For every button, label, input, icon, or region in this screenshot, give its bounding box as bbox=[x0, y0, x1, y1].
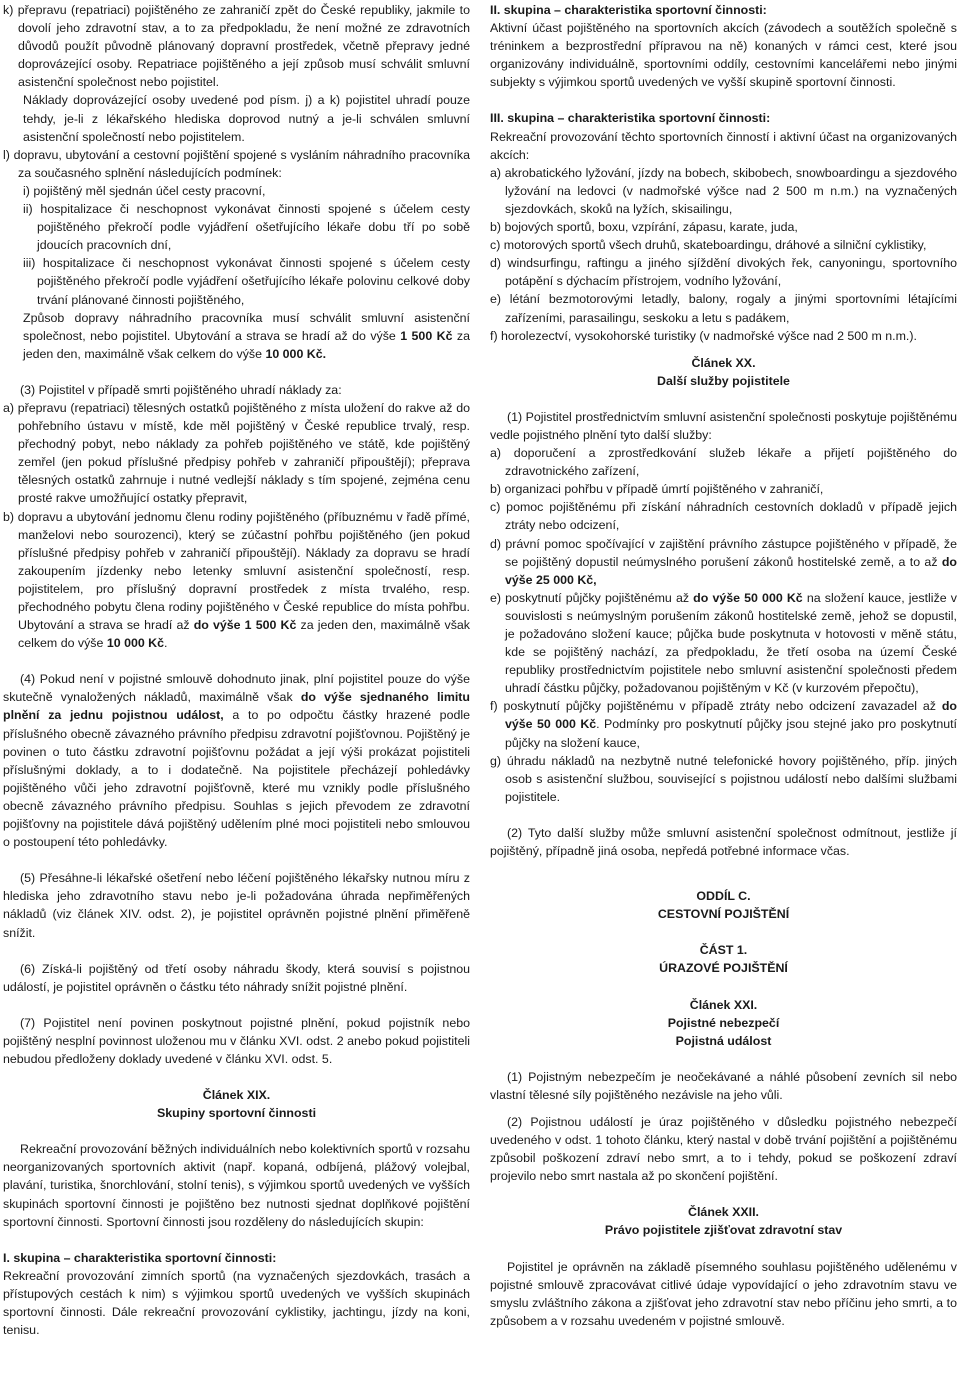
group-1-title: I. skupina – charakteristika sportovní činnosti: bbox=[3, 1250, 277, 1265]
service-c: c) pomoc pojištěnému při získání náhradních cestovních dokladů v případě jejich ztráty nebo odcizení, bbox=[490, 500, 957, 533]
article-22-title: Právo pojistitele zjišťovat zdravotní stav bbox=[604, 1223, 843, 1238]
article-20-number: Článek XX. bbox=[691, 355, 756, 370]
item-k: k) přepravu (repatriaci) pojištěného ze zahraničí zpět do České republiky, jakmile to dovolí jeho zdravotní stav, a to za předpokladu, že není možné ze zdravotních důvodů použít původně plánovaný dopravní prostředek, včetně přepravy jedné doprovázející osoby. Repatriace pojištěného a její způsob musí schválit smluvní asistenční společnost nebo pojistitel. bbox=[3, 3, 470, 90]
article-19-title: Skupiny sportovní činnosti bbox=[156, 1106, 317, 1121]
article-21-title-2: Pojistná událost bbox=[675, 1033, 772, 1048]
right-column bbox=[490, 1, 957, 1330]
article-21-paragraph-1: (1) Pojistným nebezpečím je neočekávané a náhlé působení zevních sil nebo vlastní tělesné síly pojištěného nezávisle na jeho vůli. bbox=[490, 1069, 957, 1102]
part-1-title: ÚRAZOVÉ POJIŠTĚNÍ bbox=[659, 961, 788, 976]
group-3-item-e: e) létání bezmotorovými letadly, balony, rogaly a jinými sportovními létajícími zařízeními, parasailingu, seskoku a letu s padákem, bbox=[490, 292, 957, 325]
paragraph-4: (4) Pokud není v pojistné smlouvě dohodnuto jinak, plní pojistitel pouze do výše skutečně vynaložených nákladů, maximálně však do výše sjednaného limitu plnění za jednu pojistnou událost, a to po odpočtu částky hrazené podle příslušného obecně závazného právního předpisu zdravotní pojišťovnou. Pojištěný je povinen o tuto částku zdravotní pojišťovnu požádat a její výši prokázat pojistiteli příslušnými doklady, a to i dodatečně. Na pojistitele přecházejí pohledávky pojištěného vůči jeho zdravotní pojišťovně, které mu vznikly podle příslušného obecně závazného právního předpisu. Souhlas s jejich převodem ze zdravotní pojišťovny na pojistitele dává pojištěný udělením plné moci pojistiteli nebo smlouvou o postoupení této pohledávky. bbox=[3, 672, 470, 850]
article-21-paragraph-2: (2) Pojistnou událostí je úraz pojištěného v důsledku pojistného nebezpečí uvedeného v odst. 1 tohoto článku, který nastal v době trvání pojištění a pojištěnému způsobil poškození zdraví nebo smrt, a to i tehdy, pokud se poškození zdraví projevilo nebo smrt nastala až po skončení pojištění. bbox=[490, 1114, 957, 1184]
group-3-item-f: f) horolezectví, vysokohorské turistiky (v nadmořské výšce nad 2 500 m n.m.). bbox=[490, 328, 917, 343]
service-g: g) úhradu nákladů na nezbytně nutné telefonické hovory pojištěného, příp. jiných osob s asistenční službou, související s pojistnou událostí nebo dalšími službami pojistitele. bbox=[490, 753, 957, 804]
group-2-text: Aktivní účast pojištěného na sportovních akcích (závodech a soutěžích společně s tréninkem a bezprostřední přípravou na ně) konaných v rámci cest, které jsou organizovány individuálně, sportovními oddíly, cestovními kancelářemi nebo jinými subjekty s výjimkou sportů uvedených ve vyšší skupině sportovní činnosti. bbox=[490, 21, 957, 90]
paragraph-naklady: Náklady doprovázející osoby uvedené pod písm. j) a k) pojistitel uhradí pouze tehdy, je-li z lékařského hlediska doprovod nutný a je-li schválen smluvní asistenční společností nebo pojistitelem. bbox=[23, 93, 470, 144]
group-1-text: Rekreační provozování zimních sportů (na vyznačených sjezdovkách, trasách a přístupových cestách k nim) s výjimkou sportů uvedených ve vyšších skupinách sportovní činnosti. Dále rekreační provozování cyklistiky, jachtingu, jízdy na koni, tenisu. bbox=[3, 1268, 470, 1338]
paragraph-6: (6) Získá-li pojištěný od třetí osoby náhradu škody, která souvisí s pojistnou událostí, je pojistitel oprávněn o částku této náhrady snížit pojistné plnění. bbox=[3, 961, 470, 994]
item-l-i: i) pojištěný měl sjednán účel cesty pracovní, bbox=[23, 183, 266, 198]
part-1-label: ČÁST 1. bbox=[699, 943, 748, 958]
service-f: f) poskytnutí půjčky pojištěnému v případě ztráty nebo odcizení zavazadel až do výše 50 000 Kč. Podmínky pro poskytnutí půjčky jsou stejné jako pro poskytnutí půjčky na složení kauce, bbox=[490, 699, 957, 750]
item-3b: b) dopravu a ubytování jednomu členu rodiny pojištěného (příbuznému v řadě přímé, manželovi nebo sourozenci), který se zúčastní pohřbu pojištěného (jen pokud příslušné předpisy pohřeb v zahraničí připouštějí). Náklady za dopravu se hradí zakoupením jízdenky nebo letenky smluvní asistenční společností, resp. pojistitelem, pro příslušný dopravní prostředek z místa trvalého, resp. přechodného pobytu člena rodiny pojištěného v České republice do místa pohřbu. Ubytování a strava se hradí až do výše 1 500 Kč za jeden den, maximálně však celkem do výše 10 000 Kč. bbox=[3, 509, 470, 651]
item-3a: a) přepravu (repatriaci) tělesných ostatků pojištěného z místa uložení do rakve až do pohřebního ústavu v místě, kde měl pojištěný v České republice trvalý, resp. přechodný pobyt, nebo náklady za pohřeb pojištěného ve státě, kde pojištěný zemřel (jen pokud příslušné předpisy pohřeb v zahraničí připouštějí); přeprava tělesných ostatků zahrnuje i nutné vedlejší náklady s tím spojené, zejména cenu prosté rakve umožňující ostatky přepravit, bbox=[3, 400, 470, 506]
item-l-ii: ii) hospitalizace či neschopnost vykonávat činnosti spojené s účelem cesty pojištěného překročí podle vyjádření ošetřujícího lékaře dobu tří po sobě jdoucích pracovních dní, bbox=[23, 202, 470, 253]
service-e: e) poskytnutí půjčky pojištěnému až do výše 50 000 Kč na složení kauce, jestliže v souvislosti s neúmyslným porušením zákonů hostitelské země, jehož se dopustil, je požadováno složení kauce; půjčka bude poskytnuta v hotovosti v měně státu, kde se pojištěný nachází, za předpokladu, že třetí osoba na území České republiky prostřednictvím pojistitele nebo smluvní asistenční společnosti předem uhradí částku půjčky, požadovanou pojištěným v Kč (v kurzovém přepočtu), bbox=[490, 590, 957, 696]
article-19-text: Rekreační provozování běžných individuálních nebo kolektivních sportů v rozsahu neorganizovaných sportovních aktivit (např. kopaná, odbíjená, plážový volejbal, plavání, turistika, šnorchlování, stolní tenis), s výjimkou sportů uvedených ve vyšších skupinách sportovní činnosti je pojištěno bez nutnosti sjednat doplňkové pojištění sportovní činnosti. Sportovní činnosti jsou rozděleny do následujících skupin: bbox=[3, 1142, 470, 1229]
article-22-paragraph: Pojistitel je oprávněn na základě písemného souhlasu pojištěného udělenému v pojistné smlouvě zpracovávat citlivé údaje vypovídající o jeho zdravotním stavu ve smyslu zvláštního zákona a zjišťovat jeho zdravotní stav nebo příčinu jeho smrti, a to způsobem a v rozsahu uvedeném v pojistné smlouvě. bbox=[490, 1259, 957, 1328]
article-21-number: Článek XXI. bbox=[689, 997, 758, 1012]
item-l: l) dopravu, ubytování a cestovní pojištění spojené s vysláním náhradního pracovníka za současného splnění následujících podmínek: bbox=[3, 147, 470, 180]
article-22-number: Článek XXII. bbox=[688, 1205, 759, 1220]
article-21-title-1: Pojistné nebezpečí bbox=[667, 1015, 780, 1030]
group-3-item-c: c) motorových sportů všech druhů, skateboardingu, dráhové a silniční cyklistiky, bbox=[490, 238, 927, 253]
service-d: d) právní pomoc spočívající v zajištění právního zástupce pojištěného v případě, že se pojištěný dopustil neúmyslného porušení zákonů hostitelské země, a to až do výše 25 000 Kč, bbox=[490, 536, 957, 587]
article-19-number: Článek XIX. bbox=[202, 1088, 271, 1103]
paragraph-l-end: Způsob dopravy náhradního pracovníka musí schválit smluvní asistenční společnost, nebo pojistitel. Ubytování a strava se hradí až do výše 1 500 Kč za jeden den, maximálně však celkem do výše 10 000 Kč. bbox=[23, 310, 470, 361]
paragraph-7: (7) Pojistitel není povinen poskytnout pojistné plnění, pokud pojistník nebo pojištěný nesplní povinnost uloženou mu v článku XVI. odst. 2 anebo pokud pojistiteli nebudou předloženy doklady uvedené v článku XVI. odst. 5. bbox=[3, 1015, 470, 1066]
item-l-iii: iii) hospitalizace či neschopnost vykonávat činnosti spojené s účelem cesty pojištěného překročí podle vyjádření ošetřujícího lékaře polovinu celkové doby trvání plánované činnosti pojištěného, bbox=[23, 256, 470, 307]
section-c-label: ODDÍL C. bbox=[696, 889, 751, 904]
group-3-text: Rekreační provozování těchto sportovních činností i aktivní účast na organizovaných akcích: bbox=[490, 129, 957, 162]
left-column bbox=[3, 1, 470, 1339]
section-c-title: CESTOVNÍ POJIŠTĚNÍ bbox=[657, 907, 790, 922]
article-20-paragraph-2: (2) Tyto další služby může smluvní asistenční společnost odmítnout, jestliže jí pojištěný, případně jiná osoba, nepředá potřebné informace včas. bbox=[490, 825, 957, 859]
group-3-item-a: a) akrobatického lyžování, jízdy na bobech, skibobech, snowboardingu a sjezdového lyžování na ledovci (v nadmořské výšce nad 2 500 m n.m.) na vyznačených sjezdovkách, skoků na lyžích, skisailingu, bbox=[490, 165, 957, 216]
group-3-item-b: b) bojových sportů, boxu, vzpírání, zápasu, karate, juda, bbox=[490, 220, 798, 235]
paragraph-5: (5) Přesáhne-li lékařské ošetření nebo léčení pojištěného lékařsky nutnou míru z hlediska jeho zdravotního stavu nebo je-li požadována úhrada nepřiměřených nákladů (viz článek XIV. odst. 2), je pojistitel oprávněn pojistné plnění přiměřeně snížit. bbox=[3, 871, 470, 940]
service-b: b) organizaci pohřbu v případě úmrtí pojištěného v zahraničí, bbox=[490, 482, 824, 497]
service-a: a) doporučení a zprostředkování služeb lékaře a přijetí pojištěného do zdravotnického zařízení, bbox=[490, 446, 957, 479]
paragraph-3-intro: (3) Pojistitel v případě smrti pojištěného uhradí náklady za: bbox=[20, 382, 342, 397]
group-3-title: III. skupina – charakteristika sportovní činnosti: bbox=[490, 111, 771, 126]
group-2-title: II. skupina – charakteristika sportovní činnosti: bbox=[490, 3, 767, 17]
article-20-title: Další služby pojistitele bbox=[657, 373, 790, 388]
group-3-item-d: d) windsurfingu, raftingu a jiného sjíždění divokých řek, canyoningu, sportovního potápění s dýchacím přístrojem, vodního lyžování, bbox=[490, 256, 957, 289]
article-20-paragraph-1: (1) Pojistitel prostřednictvím smluvní asistenční společnosti poskytuje pojištěnému vedle pojistného plnění tyto další služby: bbox=[490, 409, 957, 442]
